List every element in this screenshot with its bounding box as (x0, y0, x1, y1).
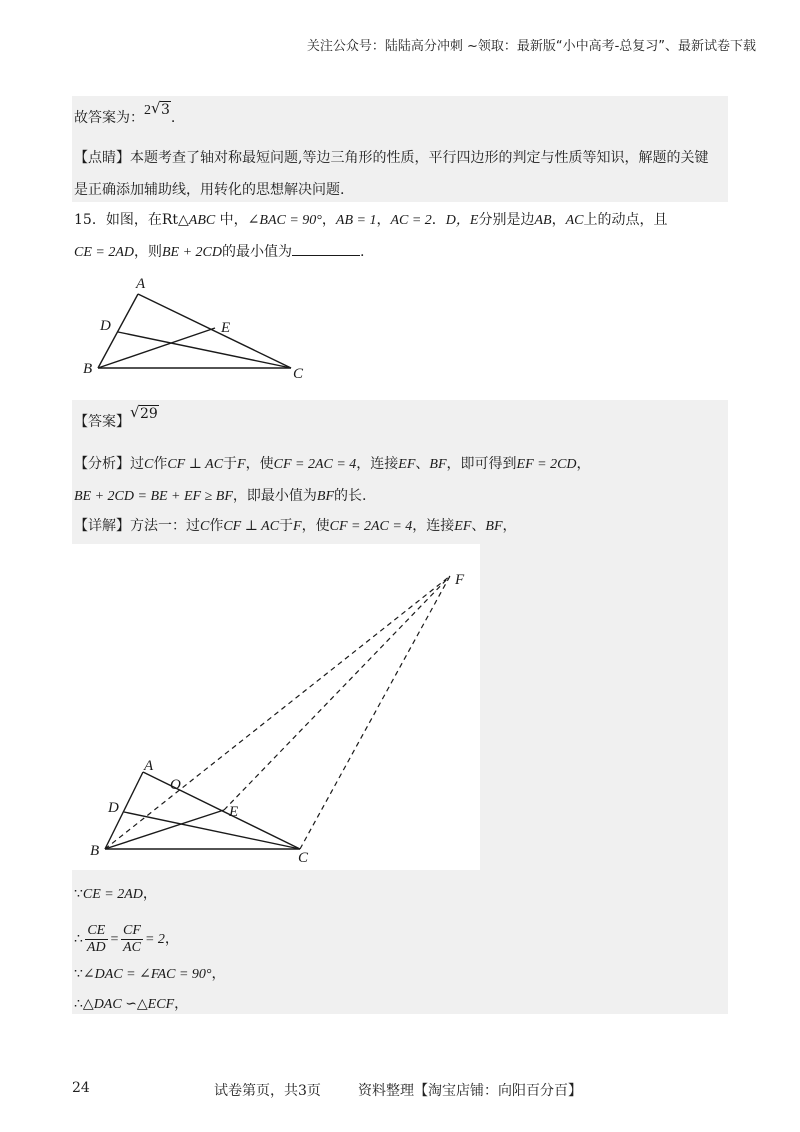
fig2-dashed-ef (224, 576, 450, 810)
comment-line-1: 【点睛】本题考查了轴对称最短问题,等边三角形的性质，平行四边形的判定与性质等知识，解题的关键 (74, 150, 709, 166)
fig1-label-e: E (221, 320, 231, 336)
comment-line-2: 是正确添加辅助线，用转化的思想解决问题. (74, 182, 345, 198)
answer-blank (292, 243, 360, 256)
answer-math: 2 √ 3 (144, 99, 170, 118)
fig1-label-d: D (100, 318, 111, 334)
footer-page-info: 试卷第页，共3页 (214, 1083, 321, 1099)
footer-source: 资料整理【淘宝店铺：向阳百分百】 (358, 1083, 582, 1099)
figure-1-triangle (80, 270, 320, 385)
fig2-label-a: A (144, 758, 154, 774)
fig2-segment-dc (124, 812, 300, 849)
step-3: ∵∠DAC = ∠FAC = 90°， (74, 966, 226, 982)
question-line-1: 15．如图，在Rt△ABC 中，∠BAC = 90°，AB = 1，AC = 2．D，E分别是边AB，AC上的动点，且 (74, 212, 668, 228)
fig2-label-o: O (170, 777, 181, 793)
page-header: 关注公众号：陆陆高分冲刺 ~领取：最新版“小中高考-总复习”、最新试卷下载 (306, 39, 756, 54)
analysis-line-2: BE + 2CD = BE + EF ≥ BF，即最小值为BF的长. (74, 488, 367, 504)
step-2: ∴ $\frac{CE}{AD}$ = $\frac{CF}{AC}$ = 2， (74, 922, 179, 955)
prev-answer-line: 故答案为：2 √ 3. (74, 99, 176, 126)
fig2-label-c: C (298, 850, 309, 866)
fig1-label-c: C (293, 366, 304, 382)
fig2-label-b: B (90, 843, 100, 859)
fig2-dashed-bf (105, 576, 450, 849)
fig2-label-f: F (455, 572, 465, 588)
fig2-label-e: E (229, 804, 239, 820)
answer-prefix: 故答案为： (74, 110, 144, 126)
step-1: ∵CE = 2AD， (74, 886, 157, 902)
answer-line: 【答案】 √ 29 (74, 403, 158, 430)
figure-2-construction (72, 544, 480, 870)
analysis-line-1: 【分析】过C作CF ⊥ AC于F，使CF = 2AC = 4，连接EF、BF，即可得到EF = 2CD， (74, 456, 591, 472)
step-4: ∴△DAC ∽△ECF， (74, 996, 189, 1012)
question-line-2: CE = 2AD，则BE + 2CD的最小值为 . (74, 244, 365, 260)
fig1-label-a: A (136, 276, 146, 292)
detail-line-1: 【详解】方法一：过C作CF ⊥ AC于F，使CF = 2AC = 4，连接EF、BF， (74, 518, 517, 534)
fig1-label-b: B (83, 361, 93, 377)
fig2-dashed-cf (300, 576, 450, 849)
fig1-segment-dc (118, 332, 291, 368)
page-number: 24 (72, 1080, 90, 1096)
fig2-label-d: D (108, 800, 119, 816)
fig1-segment-ac (138, 294, 291, 368)
